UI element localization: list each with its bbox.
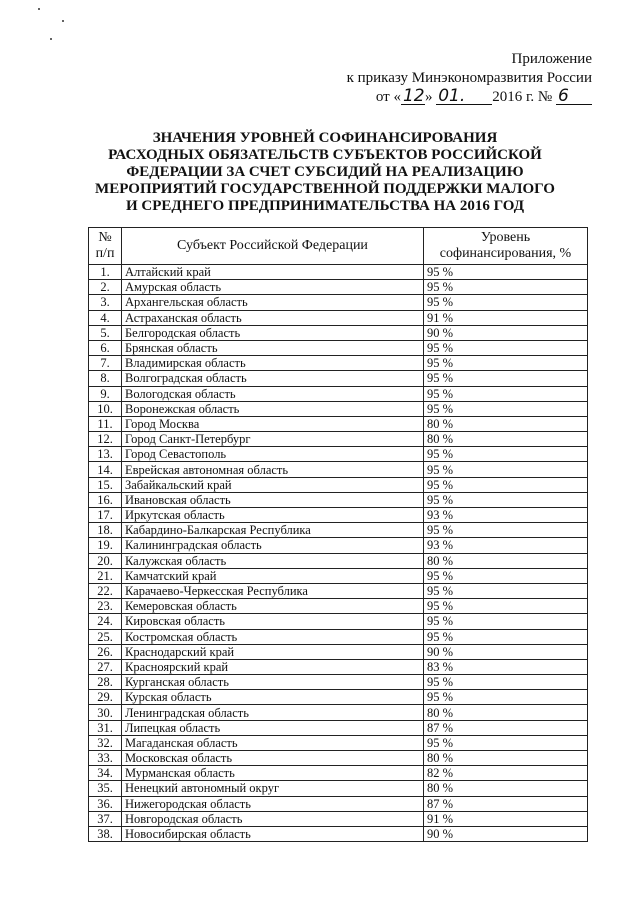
table-row (89, 553, 588, 568)
row-number: 24. (89, 614, 122, 629)
row-subject: Курская область (122, 690, 424, 705)
row-number: 3. (89, 295, 122, 310)
title-line: ЗНАЧЕНИЯ УРОВНЕЙ СОФИНАНСИРОВАНИЯ (152, 130, 498, 146)
row-number: 25. (89, 629, 122, 644)
row-subject: Краснодарский край (122, 644, 424, 659)
table-row (89, 735, 588, 750)
row-number: 17. (89, 508, 122, 523)
header-subject: Субъект Российской Федерации (122, 228, 424, 265)
row-subject: Воронежская область (122, 401, 424, 416)
table-row (89, 538, 588, 553)
row-number: 32. (89, 735, 122, 750)
row-subject: Камчатский край (122, 568, 424, 583)
table-row (89, 583, 588, 598)
row-number: 11. (89, 416, 122, 431)
row-level: 95 % (424, 280, 588, 295)
table-row (89, 705, 588, 720)
date-prefix: от « (375, 89, 401, 105)
row-subject: Иркутская область (122, 508, 424, 523)
row-number: 22. (89, 583, 122, 598)
row-subject: Магаданская область (122, 735, 424, 750)
row-level: 95 % (424, 386, 588, 401)
row-level: 95 % (424, 675, 588, 690)
document-title (60, 130, 590, 215)
row-subject: Костромская область (122, 629, 424, 644)
row-level: 80 % (424, 751, 588, 766)
row-level: 80 % (424, 416, 588, 431)
row-subject: Кабардино-Балкарская Республика (122, 523, 424, 538)
row-level: 91 % (424, 310, 588, 325)
row-number: 16. (89, 492, 122, 507)
header-level: Уровень софинансирования, % (424, 228, 588, 265)
table-row (89, 629, 588, 644)
row-subject: Мурманская область (122, 766, 424, 781)
table-header-row (89, 228, 588, 265)
row-subject: Владимирская область (122, 356, 424, 371)
row-level: 93 % (424, 508, 588, 523)
row-subject: Липецкая область (122, 720, 424, 735)
table-row (89, 340, 588, 355)
row-subject: Город Москва (122, 416, 424, 431)
row-level: 93 % (424, 538, 588, 553)
table-row (89, 766, 588, 781)
row-number: 29. (89, 690, 122, 705)
row-subject: Ивановская область (122, 492, 424, 507)
table-row (89, 325, 588, 340)
row-level: 87 % (424, 796, 588, 811)
row-level: 95 % (424, 447, 588, 462)
row-subject: Город Севастополь (122, 447, 424, 462)
row-number: 13. (89, 447, 122, 462)
row-number: 8. (89, 371, 122, 386)
table-row (89, 416, 588, 431)
table-row (89, 659, 588, 674)
table-body (89, 265, 588, 842)
row-number: 12. (89, 432, 122, 447)
row-number: 6. (89, 340, 122, 355)
table-row (89, 675, 588, 690)
row-subject: Кемеровская область (122, 599, 424, 614)
row-subject: Астраханская область (122, 310, 424, 325)
appendix-title: Приложение (511, 51, 592, 67)
appendix-order-ref: к приказу Минэкономразвития России (346, 70, 592, 86)
table-row (89, 462, 588, 477)
row-level: 87 % (424, 720, 588, 735)
table-row (89, 310, 588, 325)
row-level: 83 % (424, 659, 588, 674)
row-subject: Калининградская область (122, 538, 424, 553)
row-level: 95 % (424, 583, 588, 598)
row-number: 21. (89, 568, 122, 583)
table-row (89, 265, 588, 280)
date-day-handwritten: 12 (402, 86, 425, 106)
row-subject: Еврейская автономная область (122, 462, 424, 477)
title-line: ФЕДЕРАЦИИ ЗА СЧЕТ СУБСИДИЙ НА РЕАЛИЗАЦИЮ (126, 164, 524, 180)
title-line: МЕРОПРИЯТИЙ ГОСУДАРСТВЕННОЙ ПОДДЕРЖКИ МАЛОГО (95, 181, 555, 197)
row-number: 7. (89, 356, 122, 371)
row-subject: Забайкальский край (122, 477, 424, 492)
table-row (89, 568, 588, 583)
row-number: 1. (89, 265, 122, 280)
row-subject: Московская область (122, 751, 424, 766)
row-level: 95 % (424, 340, 588, 355)
table-row (89, 477, 588, 492)
row-number: 5. (89, 325, 122, 340)
table-row (89, 492, 588, 507)
row-subject: Ленинградская область (122, 705, 424, 720)
row-level: 95 % (424, 690, 588, 705)
table-row (89, 599, 588, 614)
row-level: 95 % (424, 265, 588, 280)
row-number: 4. (89, 310, 122, 325)
row-level: 80 % (424, 781, 588, 796)
row-subject: Кировская область (122, 614, 424, 629)
table-row (89, 781, 588, 796)
row-subject: Курганская область (122, 675, 424, 690)
row-number: 37. (89, 811, 122, 826)
table-row (89, 751, 588, 766)
table-row (89, 690, 588, 705)
row-number: 38. (89, 826, 122, 841)
scan-speck (50, 38, 52, 40)
appendix-header (347, 50, 592, 107)
table-row (89, 371, 588, 386)
row-number: 36. (89, 796, 122, 811)
row-subject: Архангельская область (122, 295, 424, 310)
row-level: 95 % (424, 523, 588, 538)
row-level: 95 % (424, 356, 588, 371)
row-level: 90 % (424, 644, 588, 659)
row-level: 95 % (424, 401, 588, 416)
row-level: 91 % (424, 811, 588, 826)
table-row (89, 280, 588, 295)
row-level: 90 % (424, 826, 588, 841)
row-level: 90 % (424, 325, 588, 340)
row-number: 31. (89, 720, 122, 735)
scan-speck (38, 8, 40, 10)
row-level: 95 % (424, 371, 588, 386)
row-level: 82 % (424, 766, 588, 781)
table-row (89, 432, 588, 447)
row-level: 95 % (424, 629, 588, 644)
row-number: 9. (89, 386, 122, 401)
title-line: И СРЕДНЕГО ПРЕДПРИНИМАТЕЛЬСТВА НА 2016 ГОД (125, 198, 525, 214)
table-row (89, 826, 588, 841)
row-level: 80 % (424, 553, 588, 568)
row-subject: Нижегородская область (122, 796, 424, 811)
row-subject: Новгородская область (122, 811, 424, 826)
appendix-date-line (347, 88, 592, 107)
table-row (89, 508, 588, 523)
row-number: 10. (89, 401, 122, 416)
row-level: 95 % (424, 492, 588, 507)
row-subject: Алтайский край (122, 265, 424, 280)
table-row (89, 644, 588, 659)
row-number: 34. (89, 766, 122, 781)
table-row (89, 447, 588, 462)
row-level: 95 % (424, 568, 588, 583)
row-level: 95 % (424, 477, 588, 492)
table-row (89, 614, 588, 629)
row-subject: Ненецкий автономный округ (122, 781, 424, 796)
row-number: 18. (89, 523, 122, 538)
date-month-handwritten: 01. (436, 88, 492, 105)
row-subject: Новосибирская область (122, 826, 424, 841)
row-subject: Вологодская область (122, 386, 424, 401)
table-row (89, 796, 588, 811)
row-subject: Карачаево-Черкесская Республика (122, 583, 424, 598)
title-line: РАСХОДНЫХ ОБЯЗАТЕЛЬСТВ СУБЪЕКТОВ РОССИЙСКОЙ (108, 147, 542, 163)
order-number-handwritten: 6 (556, 88, 592, 105)
row-subject: Красноярский край (122, 659, 424, 674)
row-level: 80 % (424, 432, 588, 447)
row-number: 33. (89, 751, 122, 766)
row-subject: Брянская область (122, 340, 424, 355)
row-number: 30. (89, 705, 122, 720)
table-row (89, 295, 588, 310)
row-number: 23. (89, 599, 122, 614)
row-subject: Белгородская область (122, 325, 424, 340)
table-row (89, 401, 588, 416)
table-row (89, 811, 588, 826)
table-row (89, 356, 588, 371)
header-number: № п/п (89, 228, 122, 265)
row-number: 35. (89, 781, 122, 796)
table-row (89, 523, 588, 538)
row-subject: Амурская область (122, 280, 424, 295)
row-number: 27. (89, 659, 122, 674)
row-number: 14. (89, 462, 122, 477)
table-row (89, 386, 588, 401)
row-number: 20. (89, 553, 122, 568)
row-number: 26. (89, 644, 122, 659)
row-level: 95 % (424, 295, 588, 310)
date-mid: » (424, 89, 433, 105)
table-row (89, 720, 588, 735)
row-level: 95 % (424, 614, 588, 629)
row-subject: Город Санкт-Петербург (122, 432, 424, 447)
date-year: 2016 г. № (492, 89, 553, 105)
row-subject: Калужская область (122, 553, 424, 568)
row-subject: Волгоградская область (122, 371, 424, 386)
scan-speck (62, 20, 64, 22)
row-number: 15. (89, 477, 122, 492)
row-number: 19. (89, 538, 122, 553)
row-level: 95 % (424, 462, 588, 477)
row-level: 95 % (424, 735, 588, 750)
row-number: 28. (89, 675, 122, 690)
row-number: 2. (89, 280, 122, 295)
row-level: 80 % (424, 705, 588, 720)
row-level: 95 % (424, 599, 588, 614)
cofinancing-table (88, 227, 588, 842)
